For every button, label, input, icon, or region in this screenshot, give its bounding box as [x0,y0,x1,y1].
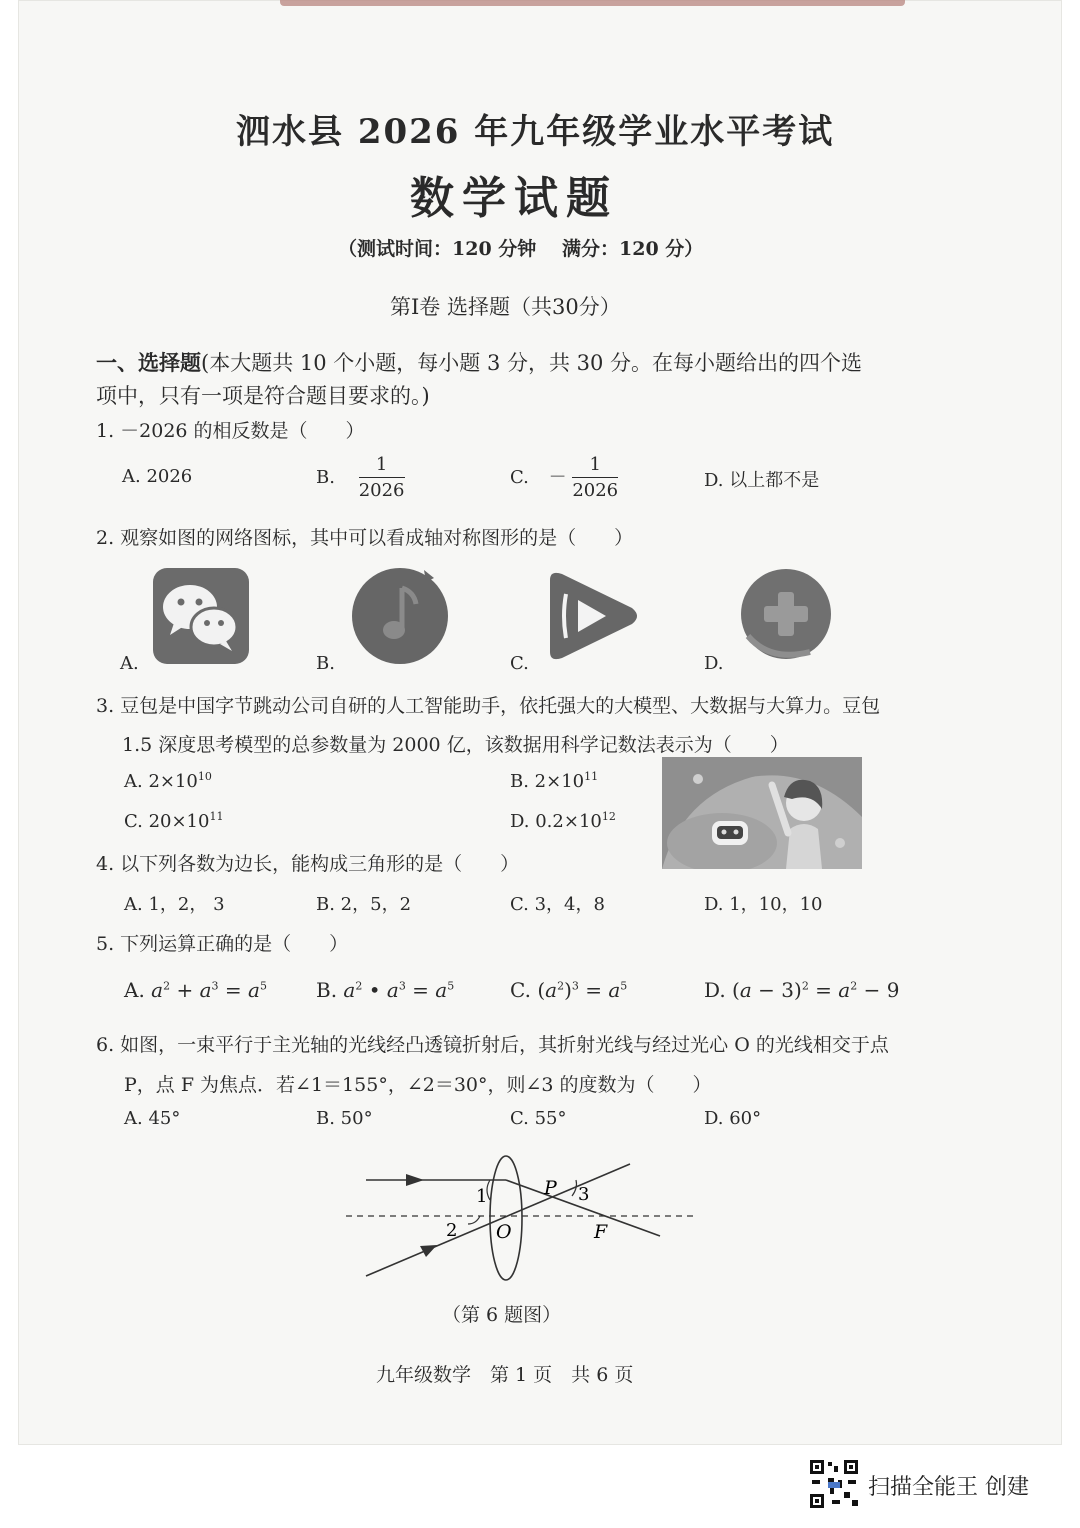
q5-option-b [316,978,454,1002]
q3-option-b [510,770,598,792]
q3-d-base: D. 0.2×10 [510,811,602,832]
q5-c-exp1: 2 [557,979,565,993]
q2-label-a: A. [120,653,139,674]
q5-d-exp2: 2 [850,979,858,993]
q1-option-c-fraction [572,456,618,500]
q3-line1: 3. 豆包是中国字节跳动公司自研的人工智能助手，依托强大的大模型、大数据与大算力。豆包 [96,695,881,717]
q3-b-base: B. 2×10 [510,771,585,792]
music-note-icon [350,566,450,666]
q3-option-d [510,810,616,832]
q5-d-lp: ( [732,978,740,1002]
q1-option-b-label: B. [316,467,335,488]
q5-b-eq: = [405,978,436,1002]
q5-d-minus3: − 3 [751,978,794,1002]
plus-circle-icon [740,566,834,666]
fig-label-p: P [544,1177,557,1199]
fig-label-o: O [496,1221,512,1243]
q5-d-minus9: − 9 [857,978,900,1002]
q5-a-plus: + [170,978,200,1002]
chat-app-icon [152,567,250,665]
q5-d-var1: a [739,978,752,1002]
q5-c-var1: a [545,978,558,1002]
fig-label-2: 2 [446,1220,458,1241]
q6-option-c: C. 55° [510,1108,567,1129]
q1-option-b-fraction [359,456,405,500]
fig-label-1: 1 [476,1186,488,1207]
q5-a-var1: a [151,978,164,1002]
q6-option-b: B. 50° [316,1108,373,1129]
q3-a-exp: 10 [197,770,212,783]
q5-option-c [510,978,627,1002]
q5-b-exp2: 3 [398,979,406,993]
section-desc-line2: 项中，只有一项是符合题目要求的。) [96,384,430,408]
q5-b-var3: a [435,978,448,1002]
q6-option-d: D. 60° [704,1108,762,1129]
q5-d-label: D. [704,978,726,1002]
score-info: 满分：120 分） [562,238,704,260]
q5-c-exp3: 5 [620,979,628,993]
q1-c-numerator: 1 [572,456,618,478]
q1-option-d: D. 以上都不是 [704,470,820,491]
q1-c-sign: － [548,467,567,488]
q2-label-b: B. [316,653,335,674]
q5-a-exp2: 3 [211,979,219,993]
q3-b-exp: 11 [584,770,599,783]
q4-option-a: A. 1，2， 3 [124,894,225,915]
ai-assistant-illustration [662,757,862,869]
time-info: （测试时间：120 分钟 [338,238,537,260]
q1-stem: 1. －2026 的相反数是（ ） [96,420,365,442]
q3-line2: 1.5 深度思考模型的总参数量为 2000 亿，该数据用科学记数法表示为（ ） [122,734,789,756]
q3-d-exp: 12 [601,810,616,823]
q3-a-base: A. 2×10 [124,771,198,792]
q5-c-lp: ( [537,978,546,1002]
q5-option-d [704,978,899,1002]
q5-b-var1: a [343,978,356,1002]
q3-option-a [124,770,212,792]
q5-d-rp: ) [794,978,802,1002]
q3-option-c [124,810,223,832]
scanner-watermark: 扫描全能王 创建 [868,1475,1029,1500]
q1-option-c-label: C. [510,467,529,488]
q4-option-d: D. 1，10，10 [704,894,823,915]
q5-c-label: C. [510,978,531,1002]
q5-b-exp1: 2 [355,979,363,993]
q1-b-numerator: 1 [359,456,405,478]
top-edge-strip [280,0,905,6]
exam-title: 泗水县 2026 年九年级学业水平考试 [236,112,835,152]
q5-a-var2: a [199,978,212,1002]
q6-figure-caption: （第 6 题图） [442,1304,562,1326]
qr-code-icon [808,1458,860,1510]
q1-option-b [316,456,405,500]
q5-option-a [124,978,267,1002]
q5-b-dot: • [362,978,387,1002]
q6-line1: 6. 如图，一束平行于主光轴的光线经凸透镜折射后，其折射光线与经过光心 O 的光线相交于点 [96,1034,889,1056]
q1-option-c [510,456,618,500]
fig-label-3: 3 [578,1184,590,1205]
section-heading [96,347,862,377]
fig-label-f: F [594,1221,608,1243]
section-desc-line1: (本大题共 10 个小题，每小题 3 分，共 30 分。在每小题给出的四个选 [201,351,863,375]
q5-c-exp2: 3 [571,979,579,993]
q1-c-denominator: 2026 [572,480,619,501]
q4-option-b: B. 2，5，2 [316,894,412,915]
q5-d-var2: a [838,978,851,1002]
q5-stem: 5. 下列运算正确的是（ ） [96,933,349,955]
part-title: 第Ⅰ卷 选择题（共30分） [390,295,621,319]
q4-stem: 4. 以下列各数为边长，能构成三角形的是（ ） [96,853,520,875]
q5-b-exp3: 5 [447,979,455,993]
q5-a-label: A. [124,978,145,1002]
page-footer: 九年级数学 第 1 页 共 6 页 [376,1364,634,1386]
q5-c-rp: ) [564,978,572,1002]
q5-a-var3: a [248,978,260,1002]
q3-c-exp: 11 [209,810,224,823]
q1-option-a: A. 2026 [122,466,193,487]
q5-b-var2: a [386,978,399,1002]
q2-stem: 2. 观察如图的网络图标，其中可以看成轴对称图形的是（ ） [96,527,634,549]
subject-title: 数学试题 [410,173,618,224]
video-play-icon [542,570,642,662]
q5-c-var2: a [608,978,621,1002]
q1-b-denominator: 2026 [358,480,405,501]
q4-option-c: C. 3，4，8 [510,894,605,915]
q6-option-a: A. 45° [124,1108,181,1129]
q2-label-c: C. [510,653,529,674]
q5-d-eq: = [808,978,839,1002]
q5-d-exp1: 2 [801,979,809,993]
lens-diagram [340,1150,700,1290]
q2-label-d: D. [704,653,724,674]
q5-a-exp1: 2 [163,979,171,993]
q6-line2: P，点 F 为焦点．若∠1＝155°，∠2＝30°，则∠3 的度数为（ ） [124,1074,712,1096]
q5-b-label: B. [316,978,338,1002]
section-label: 一、选择题 [96,350,201,375]
q5-c-eq: = [578,978,609,1002]
q3-c-base: C. 20×10 [124,811,210,832]
q5-a-exp3: 5 [259,979,267,993]
q5-a-eq: = [218,978,249,1002]
